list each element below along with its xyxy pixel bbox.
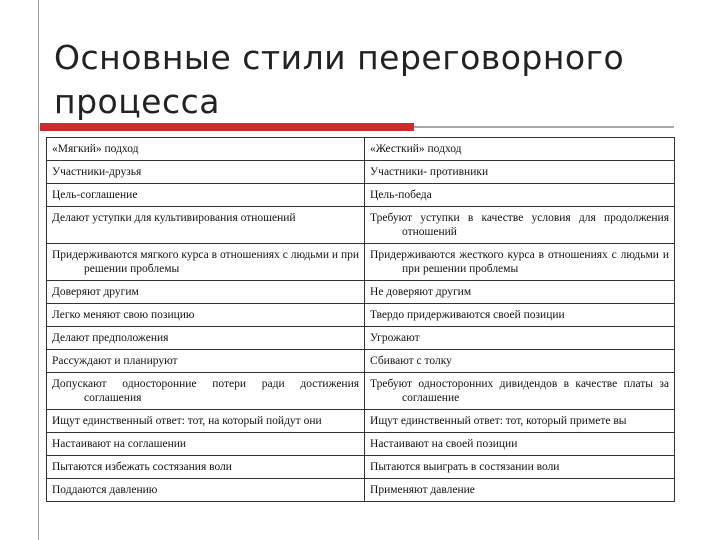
table-row [47,479,675,502]
table-cell-hard: Настаивают на своей позиции [365,433,675,456]
table-cell-soft: Ищут единственный ответ: тот, на который пойдут они [47,410,365,433]
table-cell-hard: Угрожают [365,327,675,350]
table-cell-hard: Цель-победа [365,184,675,207]
table-row [47,456,675,479]
title-underline-accent [40,123,414,131]
table-row [47,373,675,410]
slide-title: Основные стили переговорного процесса [54,38,625,121]
table-cell-hard: Придерживаются жесткого курса в отношениях с людьми и при решении проблемы [365,244,675,281]
table-cell-hard: Участники- противники [365,161,675,184]
table-cell-hard: Не доверяют другим [365,281,675,304]
header-soft-approach: «Мягкий» подход [47,138,365,161]
table-cell-hard: Требуют уступки в качестве условия для продолжения отношений [365,207,675,244]
table-cell-soft: Пытаются избежать состязания воли [47,456,365,479]
table-cell-soft: Доверяют другим [47,281,365,304]
table-row [47,327,675,350]
table-row [47,410,675,433]
table-cell-hard: Сбивают с толку [365,350,675,373]
left-vertical-rule [38,0,39,540]
table-cell-hard: Пытаются выиграть в состязании воли [365,456,675,479]
table-cell-hard: Твердо придерживаются своей позиции [365,304,675,327]
table-cell-soft: Допускают односторонние потери ради достижения соглашения [47,373,365,410]
table-row [47,184,675,207]
table-row [47,350,675,373]
table-cell-hard: Ищут единственный ответ: тот, который примете вы [365,410,675,433]
table-row [47,433,675,456]
table-cell-soft: Легко меняют свою позицию [47,304,365,327]
table-cell-soft: Придерживаются мягкого курса в отношениях с людьми и при решении проблемы [47,244,365,281]
title-underline-rule [414,126,674,128]
negotiation-styles-table [46,137,675,502]
table-cell-soft: Цель-соглашение [47,184,365,207]
negotiation-styles-table-container [46,137,675,502]
table-row [47,207,675,244]
table-cell-soft: Делают уступки для культивирования отношений [47,207,365,244]
table-cell-soft: Настаивают на соглашении [47,433,365,456]
table-row [47,304,675,327]
table-row [47,281,675,304]
table-header-row [47,138,675,161]
table-cell-soft: Делают предположения [47,327,365,350]
table-cell-soft: Поддаются давлению [47,479,365,502]
header-hard-approach: «Жесткий» подход [365,138,675,161]
table-cell-soft: Рассуждают и планируют [47,350,365,373]
table-cell-hard: Применяют давление [365,479,675,502]
table-row [47,161,675,184]
table-row [47,244,675,281]
table-cell-hard: Требуют односторонних дивидендов в качестве платы за соглашение [365,373,675,410]
table-cell-soft: Участники-друзья [47,161,365,184]
